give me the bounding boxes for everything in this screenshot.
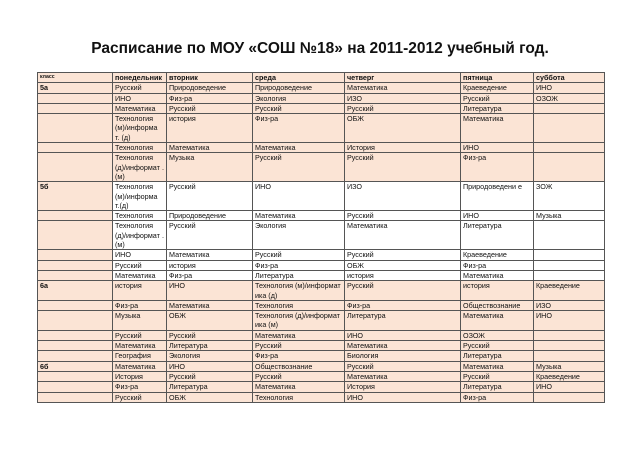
class-cell [38,392,113,402]
lesson-cell-wednesday: Технология [253,300,345,310]
lesson-cell-thursday: Физ-ра [345,300,461,310]
lesson-cell-tuesday: Физ-ра [167,93,253,103]
lesson-cell-tuesday: Природоведение [167,83,253,93]
lesson-cell-thursday: Математика [345,341,461,351]
lesson-cell-tuesday: Русский [167,182,253,211]
lesson-cell-friday: Русский [461,341,534,351]
lesson-cell-thursday: Математика [345,371,461,381]
lesson-cell-thursday: ИНО [345,330,461,340]
lesson-cell-tuesday: Литература [167,382,253,392]
lesson-cell-wednesday: Русский [253,341,345,351]
lesson-cell-tuesday: ОБЖ [167,311,253,331]
lesson-cell-saturday [534,250,605,260]
lesson-cell-monday: ИНО [113,250,167,260]
lesson-cell-wednesday: Математика [253,143,345,153]
lesson-cell-monday: Технология (д)/информат .(м) [113,153,167,182]
lesson-cell-tuesday: Русский [167,371,253,381]
table-header-row [38,73,605,83]
lesson-cell-friday: Литература [461,351,534,361]
table-row [38,382,605,392]
lesson-cell-saturday: ИНО [534,382,605,392]
lesson-cell-monday: Математика [113,103,167,113]
lesson-cell-wednesday: Природоведение [253,83,345,93]
lesson-cell-monday: Физ-ра [113,300,167,310]
lesson-cell-friday: Краеведение [461,83,534,93]
lesson-cell-friday: Литература [461,382,534,392]
lesson-cell-thursday: Русский [345,153,461,182]
lesson-cell-friday: Физ-ра [461,153,534,182]
lesson-cell-monday: Музыка [113,311,167,331]
class-cell [38,221,113,250]
lesson-cell-tuesday: Физ-ра [167,270,253,280]
lesson-cell-tuesday: Русский [167,221,253,250]
lesson-cell-saturday: ИЗО [534,300,605,310]
schedule-table [37,72,605,403]
lesson-cell-wednesday: Русский [253,371,345,381]
lesson-cell-friday: история [461,281,534,301]
lesson-cell-thursday: Русский [345,281,461,301]
lesson-cell-tuesday: ОБЖ [167,392,253,402]
lesson-cell-friday: Математика [461,311,534,331]
lesson-cell-friday: Литература [461,221,534,250]
lesson-cell-friday: Природоведени е [461,182,534,211]
table-row [38,182,605,211]
lesson-cell-tuesday: история [167,260,253,270]
lesson-cell-wednesday: ИНО [253,182,345,211]
table-row [38,114,605,143]
lesson-cell-friday: Математика [461,114,534,143]
lesson-cell-friday: Краеведение [461,250,534,260]
table-row [38,83,605,93]
lesson-cell-monday: Технология [113,143,167,153]
class-cell [38,330,113,340]
class-cell [38,93,113,103]
lesson-cell-friday: Физ-ра [461,392,534,402]
class-cell [38,270,113,280]
lesson-cell-friday: Физ-ра [461,260,534,270]
lesson-cell-wednesday: Физ-ра [253,114,345,143]
lesson-cell-monday: ИНО [113,93,167,103]
lesson-cell-thursday: ИЗО [345,182,461,211]
lesson-cell-monday: история [113,281,167,301]
table-row [38,143,605,153]
lesson-cell-monday: Математика [113,341,167,351]
lesson-cell-friday: Русский [461,93,534,103]
class-cell [38,114,113,143]
lesson-cell-saturday [534,143,605,153]
lesson-cell-tuesday: Математика [167,300,253,310]
lesson-cell-thursday: Биология [345,351,461,361]
class-cell [38,153,113,182]
lesson-cell-saturday: Музыка [534,211,605,221]
column-header-saturday: суббота [534,73,605,83]
lesson-cell-friday: Литература [461,103,534,113]
lesson-cell-tuesday: Русский [167,103,253,113]
lesson-cell-thursday: история [345,270,461,280]
lesson-cell-saturday [534,153,605,182]
lesson-cell-monday: Русский [113,330,167,340]
lesson-cell-thursday: Русский [345,103,461,113]
lesson-cell-friday: ИНО [461,211,534,221]
class-cell [38,382,113,392]
table-row [38,361,605,371]
class-cell [38,341,113,351]
lesson-cell-friday: Русский [461,371,534,381]
lesson-cell-monday: Технология (м)/информа т.(д) [113,182,167,211]
column-header-wednesday: среда [253,73,345,83]
lesson-cell-monday: География [113,351,167,361]
lesson-cell-tuesday: Литература [167,341,253,351]
lesson-cell-saturday [534,114,605,143]
lesson-cell-monday: Русский [113,260,167,270]
lesson-cell-tuesday: Русский [167,330,253,340]
column-header-tuesday: вторник [167,73,253,83]
lesson-cell-wednesday: Технология [253,392,345,402]
lesson-cell-monday: История [113,371,167,381]
lesson-cell-saturday: ИНО [534,311,605,331]
class-cell: 6а [38,281,113,301]
lesson-cell-saturday [534,330,605,340]
class-cell [38,311,113,331]
lesson-cell-saturday [534,270,605,280]
table-row [38,392,605,402]
lesson-cell-tuesday: Математика [167,143,253,153]
lesson-cell-wednesday: Технология (д)/информатика (м) [253,311,345,331]
column-header-class: класс [38,73,113,83]
class-cell [38,103,113,113]
class-cell [38,371,113,381]
class-cell [38,260,113,270]
lesson-cell-wednesday: Русский [253,103,345,113]
lesson-cell-friday: Обществознание [461,300,534,310]
lesson-cell-wednesday: Физ-ра [253,260,345,270]
lesson-cell-thursday: Русский [345,361,461,371]
column-header-friday: пятница [461,73,534,83]
table-row [38,211,605,221]
lesson-cell-friday: Математика [461,361,534,371]
class-cell: 5б [38,182,113,211]
lesson-cell-tuesday: ИНО [167,361,253,371]
lesson-cell-wednesday: Экология [253,221,345,250]
lesson-cell-wednesday: Математика [253,330,345,340]
lesson-cell-wednesday: Математика [253,211,345,221]
lesson-cell-friday: ОЗОЖ [461,330,534,340]
lesson-cell-tuesday: история [167,114,253,143]
column-header-thursday: четверг [345,73,461,83]
table-row [38,330,605,340]
class-cell [38,250,113,260]
table-row [38,103,605,113]
class-cell: 5а [38,83,113,93]
class-cell [38,143,113,153]
lesson-cell-thursday: Русский [345,211,461,221]
lesson-cell-thursday: История [345,382,461,392]
class-cell: 6б [38,361,113,371]
lesson-cell-wednesday: Русский [253,250,345,260]
lesson-cell-thursday: ИЗО [345,93,461,103]
class-cell [38,211,113,221]
class-cell [38,300,113,310]
lesson-cell-wednesday: Обществознание [253,361,345,371]
lesson-cell-friday: ИНО [461,143,534,153]
lesson-cell-tuesday: ИНО [167,281,253,301]
lesson-cell-saturday: Краеведение [534,371,605,381]
lesson-cell-monday: Физ-ра [113,382,167,392]
lesson-cell-monday: Математика [113,361,167,371]
lesson-cell-thursday: Математика [345,221,461,250]
lesson-cell-tuesday: Экология [167,351,253,361]
page-title: Расписание по МОУ «СОШ №18» на 2011-2012 учебный год. [91,40,549,57]
lesson-cell-saturday: ЗОЖ [534,182,605,211]
table-row [38,153,605,182]
lesson-cell-thursday: ОБЖ [345,260,461,270]
lesson-cell-tuesday: Природоведение [167,211,253,221]
lesson-cell-thursday: ОБЖ [345,114,461,143]
table-row [38,281,605,301]
lesson-cell-saturday [534,392,605,402]
class-cell [38,351,113,361]
lesson-cell-saturday [534,341,605,351]
lesson-cell-wednesday: Физ-ра [253,351,345,361]
table-row [38,371,605,381]
table-row [38,311,605,331]
lesson-cell-thursday: ИНО [345,392,461,402]
lesson-cell-tuesday: Математика [167,250,253,260]
lesson-cell-saturday [534,351,605,361]
table-row [38,351,605,361]
lesson-cell-monday: Технология [113,211,167,221]
lesson-cell-monday: Технология (м)/информа т. (д) [113,114,167,143]
table-row [38,93,605,103]
lesson-cell-thursday: Русский [345,250,461,260]
lesson-cell-saturday [534,260,605,270]
lesson-cell-friday: Математика [461,270,534,280]
table-row [38,300,605,310]
lesson-cell-thursday: Математика [345,83,461,93]
lesson-cell-wednesday: Русский [253,153,345,182]
lesson-cell-thursday: Литература [345,311,461,331]
table-row [38,221,605,250]
column-header-monday: понедельник [113,73,167,83]
lesson-cell-saturday: ОЗОЖ [534,93,605,103]
lesson-cell-wednesday: Литература [253,270,345,280]
lesson-cell-saturday [534,103,605,113]
lesson-cell-monday: Русский [113,392,167,402]
lesson-cell-monday: Технология (д)/информат . (м) [113,221,167,250]
lesson-cell-saturday: ИНО [534,83,605,93]
lesson-cell-wednesday: Математика [253,382,345,392]
table-row [38,270,605,280]
lesson-cell-saturday [534,221,605,250]
lesson-cell-monday: Русский [113,83,167,93]
table-row [38,260,605,270]
lesson-cell-tuesday: Музыка [167,153,253,182]
table-row [38,341,605,351]
lesson-cell-wednesday: Экология [253,93,345,103]
lesson-cell-saturday: Музыка [534,361,605,371]
lesson-cell-monday: Математика [113,270,167,280]
lesson-cell-wednesday: Технология (м)/информатика (д) [253,281,345,301]
table-row [38,250,605,260]
lesson-cell-saturday: Краеведение [534,281,605,301]
lesson-cell-thursday: История [345,143,461,153]
